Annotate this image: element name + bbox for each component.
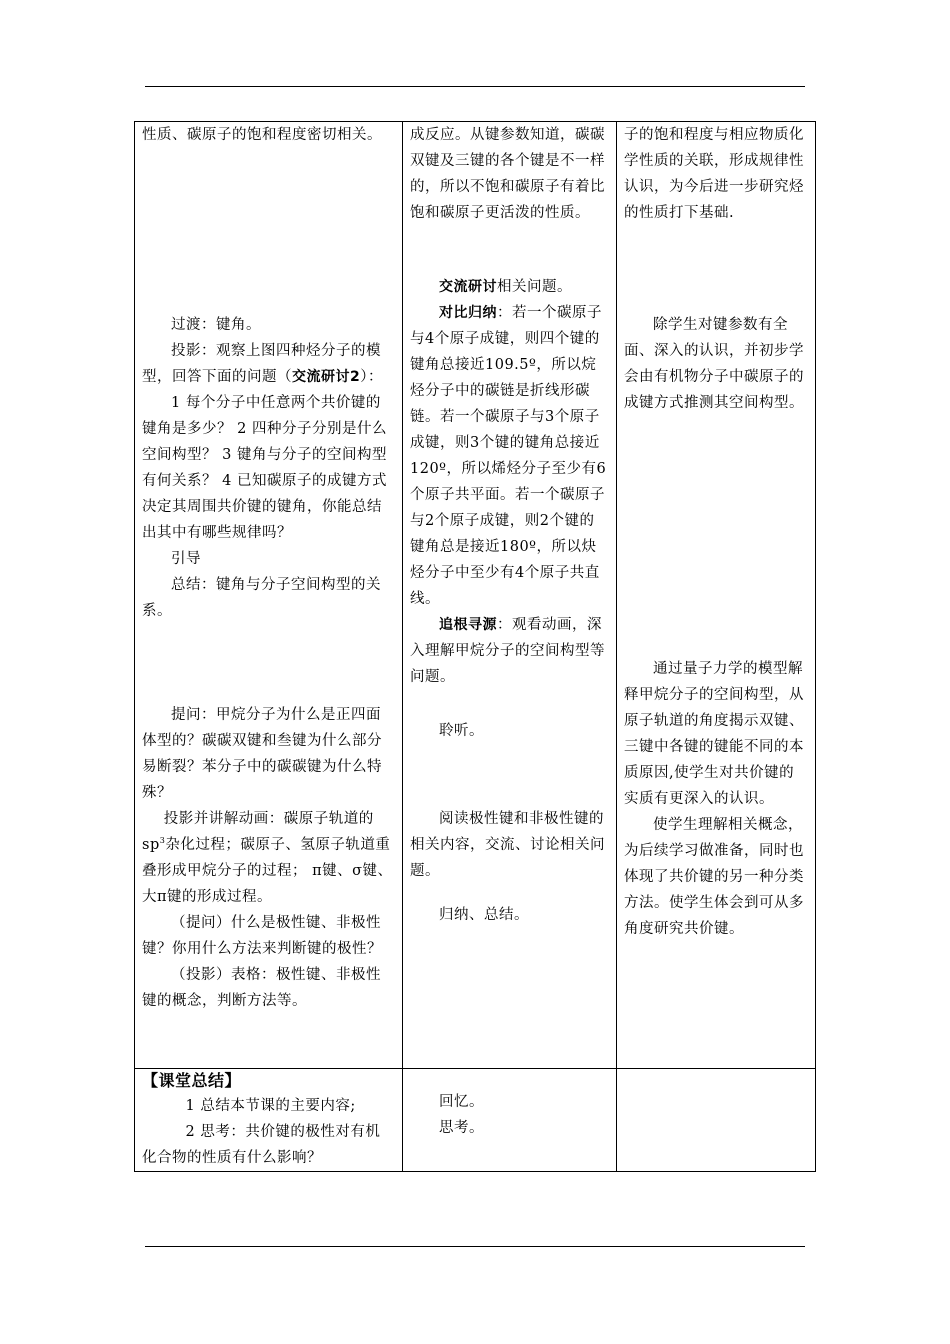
col3-quantum: 通过量子力学的模型解释甲烷分子的空间构型，从原子轨道的角度揭示双键、三键中各键的键能不同的本质原因,使学生对共价键的实质有更深入的认识。 — [624, 661, 804, 807]
col3-angle: 除学生对键参数有全面、深入的认识，并初步学会由有机物分子中碳原子的成键方式推测其空间构型。 — [624, 317, 804, 411]
col2-intro: 成反应。从键参数知道，碳碳双键及三键的各个键是不一样的，所以不饱和碳原子有着比饱和碳原子更活泼的性质。 — [410, 127, 605, 221]
summary-row — [135, 1069, 816, 1172]
col1-animation: 投影并讲解动画：碳原子轨道的$sp^3$杂化过程；碳原子、氢原子轨道重叠形成甲烷分子的过程； π键、σ键、大π键的形成过程。 — [142, 811, 393, 905]
teacher-activity-cell — [135, 122, 403, 1069]
design-intent-cell — [617, 122, 816, 1069]
lesson-plan-table — [134, 121, 816, 1172]
col1-guide: 引导 — [171, 551, 201, 567]
col1-intro: 性质、碳原子的饱和程度密切相关。 — [142, 127, 382, 143]
col2-read: 阅读极性键和非极性键的相关内容，交流、讨论相关问题。 — [410, 811, 605, 879]
summary-recall: 回忆。 — [439, 1094, 484, 1110]
summary-heading: 【课堂总结】 — [142, 1071, 242, 1090]
col2-compare: 对比归纳：若一个碳原子与4个原子成键，则四个键的键角总接近109.5º，所以烷烃分子中的碳链是折线形碳链。若一个碳原子与3个原子成键，则3个键的键角总接近120º，所以烯烃分子至少有6个原子共平面。若一个碳原子与2个原子成键，则2个键的键角总是接近180º，所以炔烃分子中至少有4个原子共直线。 — [410, 305, 607, 607]
col2-conclude: 归纳、总结。 — [439, 907, 529, 923]
col3-intro: 子的饱和程度与相应物质化学性质的关联，形成规律性认识，为今后进一步研究烃的性质打下基础. — [624, 127, 804, 221]
col1-polar-table: （投影）表格：极性键、非极性键的概念，判断方法等。 — [142, 967, 381, 1009]
main-row — [135, 122, 816, 1069]
col1-summary: 总结：键角与分子空间构型的关系。 — [142, 577, 381, 619]
summary-student-cell — [403, 1069, 617, 1172]
summary-think: 思考。 — [439, 1120, 484, 1136]
summary-item-1: 1 总结本节课的主要内容; — [185, 1098, 356, 1114]
summary-intent-cell — [617, 1069, 816, 1172]
summary-teacher-cell — [135, 1069, 403, 1172]
col1-transition: 过渡：键角。 — [171, 317, 261, 333]
student-activity-cell — [403, 122, 617, 1069]
col1-projection: 投影：观察上图四种烃分子的模型，回答下面的问题（交流研讨2）： — [142, 343, 383, 385]
col1-questions: 1 每个分子中任意两个共价键的键角是多少？ 2 四种分子分别是什么空间构型？ 3 键角与分子的空间构型有何关系？ 4 已知碳原子的成键方式决定其周围共价键的键角，你能总结出其中有哪些规律吗？ — [142, 395, 387, 541]
summary-item-2: 2 思考：共价键的极性对有机化合物的性质有什么影响？ — [142, 1124, 381, 1166]
header-rule — [145, 86, 805, 87]
col1-ask: 提问：甲烷分子为什么是正四面体型的？碳碳双键和叁键为什么部分易断裂？苯分子中的碳碳键为什么特殊？ — [142, 707, 382, 801]
col2-discussion: 交流研讨相关问题。 — [439, 279, 572, 295]
footer-rule — [145, 1246, 805, 1247]
col2-listen: 聆听。 — [439, 723, 484, 739]
col1-polar-question: （提问）什么是极性键、非极性键？你用什么方法来判断键的极性？ — [142, 915, 382, 957]
col2-trace: 追根寻源：观看动画，深入理解甲烷分子的空间构型等问题。 — [410, 617, 605, 685]
col3-concept: 使学生理解相关概念，为后续学习做准备，同时也体现了共价键的另一种分类方法。使学生体会到可从多角度研究共价键。 — [624, 817, 804, 937]
